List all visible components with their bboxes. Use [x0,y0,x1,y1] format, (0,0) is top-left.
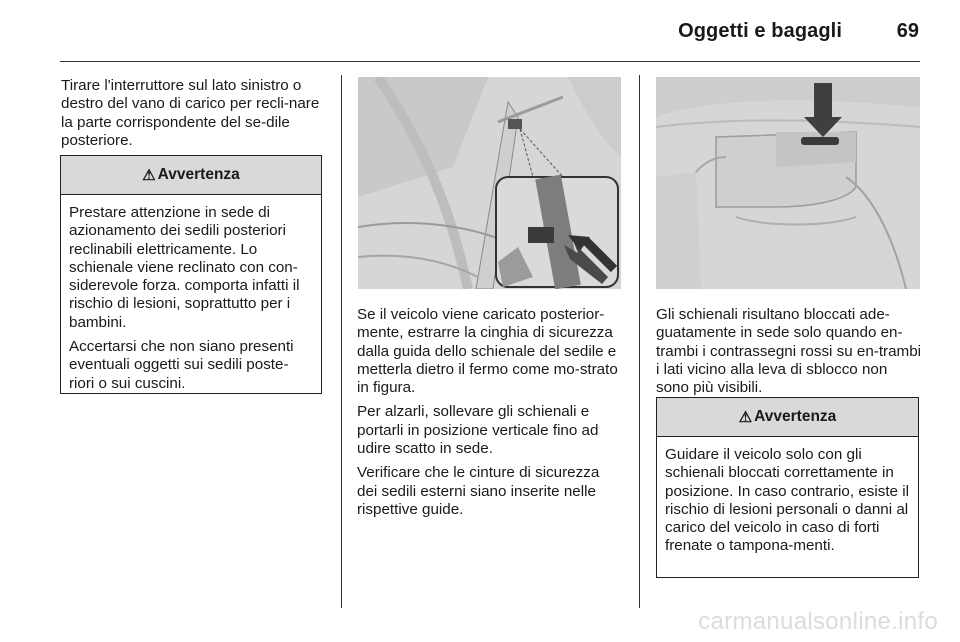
col2-text [357,306,622,525]
page-title: Oggetti e bagagli [678,20,842,42]
paragraph: Gli schienali risultano bloccati ade-guatamente in sede solo quando en-trambi i contrassegni rossi su en-trambi i lati vicino alla leva di sblocco non sono più visibili. [656,306,922,397]
warning-icon: ⚠ [738,409,753,426]
warning-paragraph: Prestare attenzione in sede di azionamento dei sedili posteriori reclinabili elettricamente. Lo schienale viene reclinato con con-siderevole forza. comporta infatti il rischio di lesioni, soprattutto per i bambini. [69,204,300,331]
column-divider-2 [639,75,640,608]
warning-header [61,156,321,195]
figure-seat-lock [656,77,920,289]
warning-body [61,195,321,407]
paragraph: Per alzarli, sollevare gli schienali e portarli in posizione verticale fino ad udire scatto in sede. [357,403,599,458]
warning-box-1 [60,155,322,394]
warning-title: Avvertenza [754,408,837,425]
paragraph: Se il veicolo viene caricato posterior-mente, estrarre la cinghia di sicurezza dalla guida dello schienale del sedile e metterla dietro il fermo come mo-strato in figura. [357,306,618,397]
warning-box-2 [656,397,919,578]
warning-icon: ⚠ [142,167,156,184]
watermark: carmanualsonline.info [698,608,938,635]
warning-title: Avvertenza [157,166,240,183]
figure-belt-guide [358,77,621,289]
col1-intro-text: Tirare l'interruttore sul lato sinistro o destro del vano di carico per recli-nare la parte corrispondente del se-dile posteriore. [61,77,320,149]
belt-guide-illustration [358,77,621,289]
column-divider-1 [341,75,342,608]
warning-paragraph: Guidare il veicolo solo con gli schienali bloccati correttamente in posizione. In caso contrario, esiste il rischio di lesioni personali o danni al carico del veicolo in caso di forti frenate o tampona-menti. [665,446,909,555]
warning-header [657,398,918,437]
header-divider [60,61,920,62]
seat-lock-illustration [656,77,920,289]
warning-body [657,437,918,570]
page-number: 69 [896,20,919,42]
warning-paragraph: Accertarsi che non siano presenti eventuali oggetti sui sedili poste-riori o sui cuscini. [69,338,294,392]
col3-text [656,306,924,403]
paragraph: Verificare che le cinture di sicurezza dei sedili esterni siano inserite nelle rispettive guide. [357,464,600,518]
